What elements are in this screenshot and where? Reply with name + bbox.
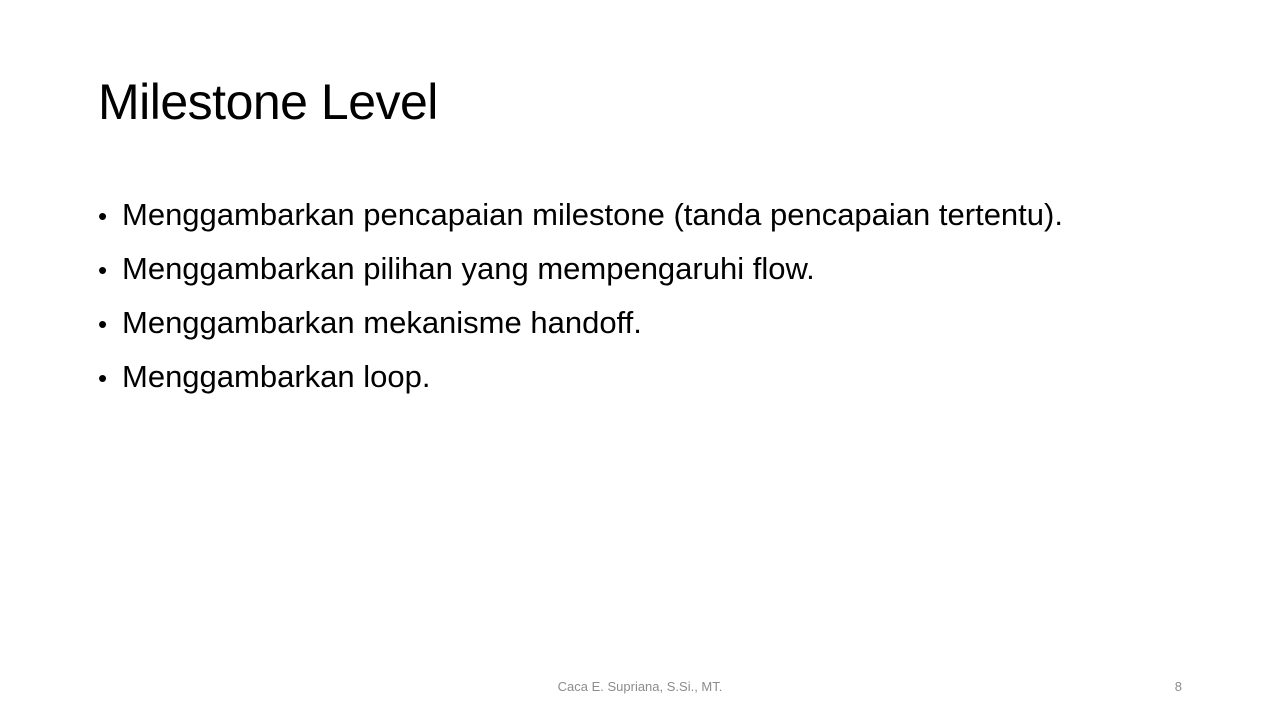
slide-title: Milestone Level [98, 74, 438, 130]
bullet-item [98, 192, 1218, 246]
footer-author: Caca E. Supriana, S.Si., MT. [557, 679, 723, 694]
bullet-text: Menggambarkan mekanisme handoff. [122, 305, 642, 340]
bullet-text: Menggambarkan pilihan yang mempengaruhi flow. [122, 251, 815, 286]
bullet-dot-icon: • [98, 309, 108, 339]
bullet-list [98, 192, 1218, 408]
bullet-dot-icon: • [98, 255, 108, 285]
bullet-text: Menggambarkan loop. [122, 359, 431, 394]
page-number: 8 [1174, 679, 1182, 694]
bullet-item [98, 246, 1218, 300]
bullet-item [98, 354, 1218, 408]
bullet-text: Menggambarkan pencapaian milestone (tanda pencapaian tertentu). [122, 197, 1063, 232]
bullet-dot-icon: • [98, 201, 108, 231]
bullet-dot-icon: • [98, 363, 108, 393]
bullet-item [98, 300, 1218, 354]
